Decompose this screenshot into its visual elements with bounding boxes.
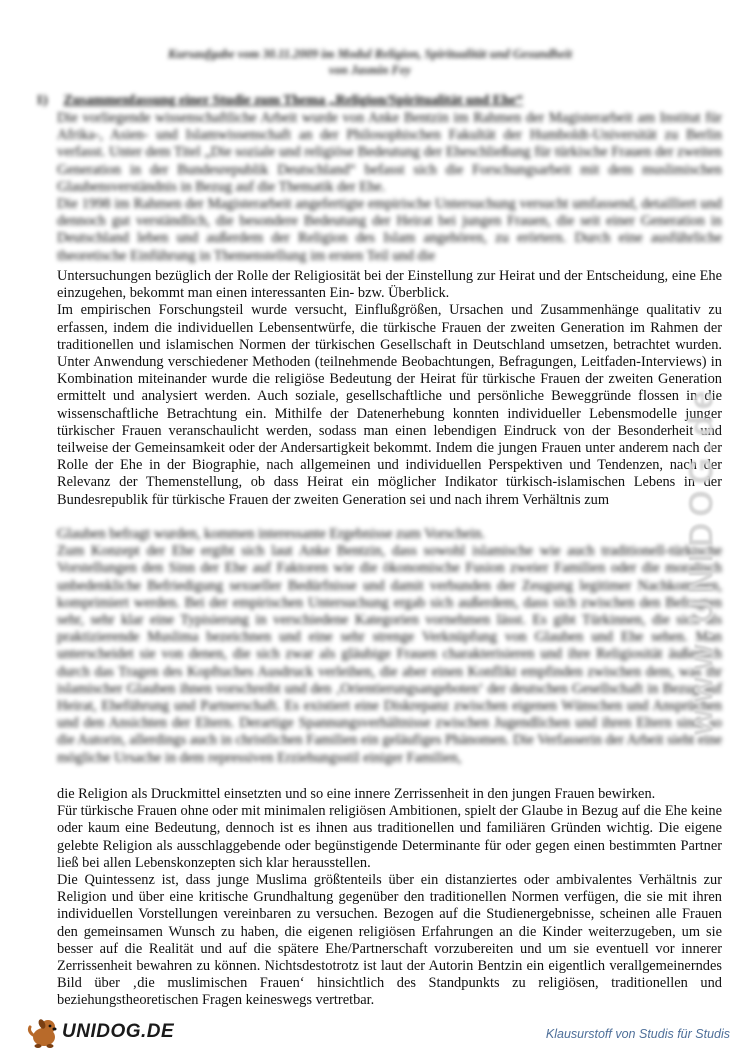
watermark: www.UNIDOG.de	[682, 384, 721, 736]
paragraph: Glauben befragt wurden, kommen interessante Ergebnisse zum Vorschein.	[57, 526, 486, 542]
logo-text: UNIDOG.DE	[62, 1021, 175, 1042]
blurred-text-middle	[57, 526, 722, 767]
dog-icon	[26, 1015, 60, 1049]
header-title: Kursaufgabe vom 30.11.2009 im Modul Religion, Spiritualität und Gesundheit	[168, 47, 572, 61]
footer-tagline: Klausurstoff von Studis für Studis	[545, 1027, 730, 1041]
paragraph: Im empirischen Forschungsteil wurde versucht, Einflußgrößen, Ursachen und Zusammenhänge qualitativ zu erfassen, indem die individuellen Lebensentwürfe, die türkische Frauen der zweiten Generation im Rahmen der traditionellen und islamischen Normen der türkischen Gesellschaft in Deutschland umsetzen, betrachtet wurden. Unter Anwendung verschiedener Methoden (teilnehmende Beobachtungen, Befragungen, Leitfaden-Interviews) in Kombination miteinander wurde die religiöse Bedeutung der Heirat für türkische Frauen der zweiten Generation ermittelt und analysiert werden. Auch soziale, gesellschaftliche und persönliche Beweggründe flossen in die wissenschaftliche Betrachtung ein. Mithilfe der Datenerhebung konnten individueller Lebensmodelle junger türkischer Frauen veranschaulicht werden, sodass man einen lebendigen Eindruck von der Besonderheit und teilweise der Gemeinsamkeit oder der Andersartigkeit bekommt. Indem die jungen Frauen unter anderem nach der Rolle der Ehe in der Biographie, nach allgemeinen und individuellen Perspektiven und Tendenzen, nach der Relevanz der Themenstellung, ob dass Heirat ein möglicher Indikator türkisch-islamischen Lebens in der Bundesrepublik für türkische Frauen der zweiten Generation sei und nach ihrem Verhältnis zum	[57, 302, 722, 508]
visible-text-bottom	[57, 786, 722, 1010]
paragraph: Die vorliegende wissenschaftliche Arbeit wurde von Anke Bentzin im Rahmen der Magisterarbeit am Institut für Afrika-, Asien- und Islamwissenschaft an der Philosophischen Fakultät der Humboldt-Universität zu Berlin verfasst. Unter dem Titel „Die soziale und religiöse Bedeutung der Eheschließung für türkische Frauen der zweiten Generation in der Bundesrepublik Deutschland“ befasst sich die Forschungsarbeit mit dem muslimischen Glaubensverständnis in Bezug auf die Thematik der Ehe.	[57, 110, 722, 195]
unidog-logo[interactable]	[26, 1014, 174, 1050]
paragraph: Für türkische Frauen ohne oder mit minimalen religiösen Ambitionen, spielt der Glaube in Bezug auf die Ehe keine oder kaum eine Bedeutung, dennoch ist es ihnen aus traditionellen und familiären Gründen wichtig. Die eigene gelebte Religion als ausschlaggebende oder begünstigende Determinante für oder gegen einen bestimmten Partner ließ bei allen Lebenskonzepten sich klar herausstellen.	[57, 803, 722, 871]
header-author: von Jasmin Fey	[329, 63, 411, 77]
paragraph: Zum Konzept der Ehe ergibt sich laut Anke Bentzin, dass sowohl islamische wie auch traditionell-türkische Vorstellungen den Sinn der Ehe auf Faktoren wie die ökonomische Fusion zweier Familien oder die moralisch unbedenkliche Befriedigung sexueller Bedürfnisse und damit verbunden der Zeugung legitimer Nachkommen, komprimiert werden. Bei der empirischen Untersuchung ergab sich außerdem, dass sich zwischen den Befragten sehr, sehr klar eine Typisierung in verschiedene Kategorien vornehmen lässt. Es gibt Türkinnen, die sich als praktizierende Muslima bezeichnen und eine sehr strenge Verknüpfung von Glauben und Ehe sehen. Man unterscheidet sie von denen, die sich zwar als gläubige Frauen charakterisieren und ihre Religiosität äußerlich durch das Tragen des Kopftuches Ausdruck verleihen, die aber einen Konflikt empfinden zwischen dem, was ihr islamischer Glauben ihnen vorschreibt und den ‚Orientierungsangeboten‘ der deutschen Gesellschaft in Bezug auf Heirat, Eheführung und Partnerschaft. Es existiert eine Diskrepanz zwischen eigenen Wünschen und Ansprüchen und den Ansichten der Eltern. Derartige Spannungsverhältnisse zwischen Jugendlichen und ihren Eltern sind, so die Autorin, allerdings auch in christlichen Familien ein geläufiges Phänomen. Die Verfasserin der Arbeit sieht eine mögliche Ursache in dem repressiven Erziehungsstil einiger Familien,	[57, 543, 722, 766]
section-number: 1)	[36, 93, 48, 108]
section-title: Zusammenfassung einer Studie zum Thema „Religion/Spiritualität und Ehe“	[63, 93, 524, 108]
section-heading	[36, 93, 716, 109]
blurred-text-top	[57, 110, 722, 265]
paragraph: Die 1998 im Rahmen der Magisterarbeit angefertigte empirische Untersuchung versucht umfassend, detailliert und dennoch gut verständlich, die besondere Bedeutung der Heirat bei jungen Frauen, die seit einer Generation in Deutschland leben und außerdem der Religion des Islam angehören, zu erörtern. Durch eine ausführliche theoretische Einführung in Themenstellung im ersten Teil und die	[57, 196, 722, 264]
paragraph: die Religion als Druckmittel einsetzten und so eine innere Zerrissenheit in den jungen Frauen bewirken.	[57, 786, 656, 802]
paragraph: Untersuchungen bezüglich der Rolle der Religiosität bei der Einstellung zur Heirat und der Entscheidung, eine Ehe einzugehen, bekommt man einen interessanten Ein- bzw. Überblick.	[57, 268, 722, 302]
visible-text-middle	[57, 268, 722, 509]
document-header	[80, 46, 660, 78]
paragraph: Die Quintessenz ist, dass junge Muslima größtenteils über ein distanziertes oder ambivalentes Verhältnis zur Religion und über eine kritische Grundhaltung gegenüber den traditionellen Normen verfügen, die sie mit ihren individuellen Vorstellungen vereinbaren zu versuchen. Bezogen auf die Studienergebnisse, scheinen alle Frauen den gemeinsamen Wunsch zu haben, die eigenen religiösen Erfahrungen an die Kinder weiterzugeben, um sie besser auf die Realität und auf die spätere Ehe/Partnerschaft vorzubereiten und um sie eventuell vor innerer Zerrissenheit bewahren zu können. Nichtsdestotrotz ist laut der Autorin Bentzin ein eigentlich verallgemeinerndes Bild über ‚die muslimischen Frauen‘ hinsichtlich des Standpunkts zu religiösen, traditionellen und beziehungstheoretischen Fragen keineswegs vertretbar.	[57, 872, 722, 1009]
